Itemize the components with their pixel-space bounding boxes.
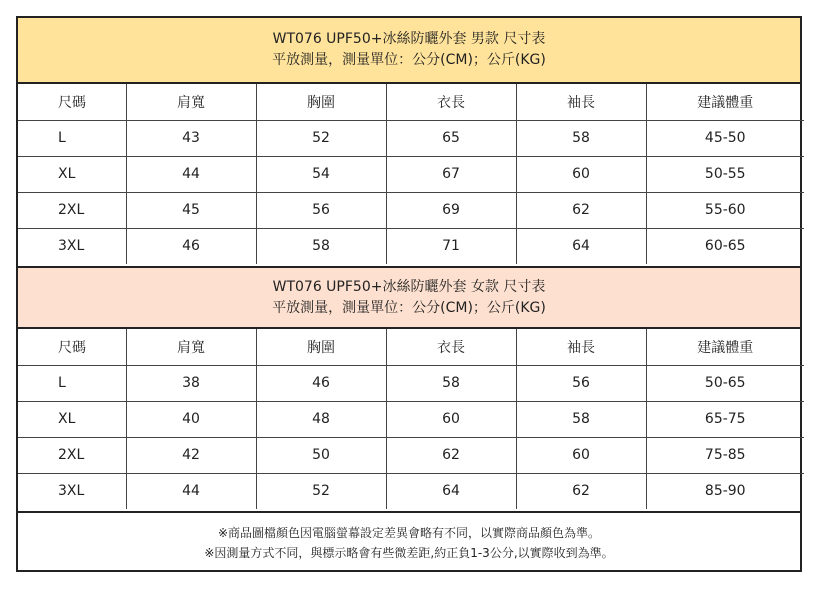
header-cell: 袖長 — [516, 84, 646, 120]
table-row — [18, 401, 804, 437]
table-cell: 45-50 — [646, 120, 804, 156]
table-cell: 75-85 — [646, 437, 804, 473]
table-cell: 2XL — [18, 437, 126, 473]
table-cell: 52 — [256, 120, 386, 156]
table-cell: 64 — [386, 473, 516, 509]
table-row — [18, 473, 804, 509]
table-row — [18, 228, 804, 264]
size-notes — [18, 511, 800, 572]
table-cell: 44 — [126, 156, 256, 192]
table-cell: XL — [18, 401, 126, 437]
table-cell: 46 — [256, 365, 386, 401]
table-cell: XL — [18, 156, 126, 192]
table-cell: 3XL — [18, 473, 126, 509]
header-cell: 尺碼 — [18, 329, 126, 365]
table-cell: 48 — [256, 401, 386, 437]
men-title: WT076 UPF50+冰絲防曬外套 男款 尺寸表 — [272, 31, 546, 47]
table-row — [18, 192, 804, 228]
table-cell: 67 — [386, 156, 516, 192]
men-size-banner — [18, 18, 800, 84]
table-cell: 52 — [256, 473, 386, 509]
header-cell: 尺碼 — [18, 84, 126, 120]
table-cell: 55-60 — [646, 192, 804, 228]
table-cell: 62 — [386, 437, 516, 473]
header-cell: 肩寬 — [126, 329, 256, 365]
table-cell: 50-55 — [646, 156, 804, 192]
table-cell: 43 — [126, 120, 256, 156]
table-cell: 44 — [126, 473, 256, 509]
table-cell: 38 — [126, 365, 256, 401]
women-subtitle: 平放測量，測量單位：公分(CM)；公斤(KG) — [272, 299, 546, 316]
table-cell: 3XL — [18, 228, 126, 264]
table-row — [18, 156, 804, 192]
table-cell: 58 — [516, 401, 646, 437]
header-cell: 衣長 — [386, 84, 516, 120]
table-row — [18, 437, 804, 473]
table-cell: 62 — [516, 192, 646, 228]
table-cell: 62 — [516, 473, 646, 509]
table-cell: 65 — [386, 120, 516, 156]
header-cell: 建議體重 — [646, 84, 804, 120]
table-cell: 46 — [126, 228, 256, 264]
women-size-banner — [18, 266, 800, 329]
size-chart — [16, 16, 802, 572]
table-header-row — [18, 329, 804, 365]
table-cell: 56 — [516, 365, 646, 401]
table-cell: 60-65 — [704, 238, 746, 255]
header-cell: 建議體重 — [646, 329, 804, 365]
women-title: WT076 UPF50+冰絲防曬外套 女款 尺寸表 — [272, 278, 546, 295]
women-size-table — [18, 329, 804, 509]
men-subtitle: 平放測量，測量單位：公分(CM)；公斤(KG) — [272, 52, 546, 68]
table-row — [18, 120, 804, 156]
table-row — [18, 365, 804, 401]
table-cell: 45 — [126, 192, 256, 228]
table-cell: 58 — [516, 120, 646, 156]
table-cell: 71 — [386, 228, 516, 264]
table-cell: 50-65 — [646, 365, 804, 401]
table-cell: 65-75 — [646, 401, 804, 437]
table-cell: L — [18, 120, 126, 156]
note-line: ※因測量方式不同，與標示略會有些微差距,約正負1-3公分,以實際收到為準。 — [204, 545, 614, 560]
header-cell: 袖長 — [516, 329, 646, 365]
table-cell: 60 — [386, 401, 516, 437]
table-cell: 2XL — [18, 192, 126, 228]
table-cell: 58 — [256, 228, 386, 264]
table-cell: 60 — [516, 437, 646, 473]
table-cell: 58 — [386, 365, 516, 401]
table-cell: 40 — [126, 401, 256, 437]
table-cell: 60 — [516, 156, 646, 192]
table-cell: 42 — [126, 437, 256, 473]
table-cell: 64 — [516, 228, 646, 264]
header-cell: 肩寬 — [126, 84, 256, 120]
header-cell: 衣長 — [386, 329, 516, 365]
header-cell: 胸圍 — [256, 84, 386, 120]
table-cell: 54 — [256, 156, 386, 192]
note-line: ※商品圖檔顏色因電腦螢幕設定差異會略有不同，以實際商品顏色為準。 — [217, 525, 601, 540]
men-size-table — [18, 84, 804, 264]
table-cell: 85-90 — [704, 483, 746, 500]
table-header-row — [18, 84, 804, 120]
table-cell: 69 — [386, 192, 516, 228]
header-cell: 胸圍 — [256, 329, 386, 365]
table-cell: 56 — [256, 192, 386, 228]
table-cell: L — [18, 365, 126, 401]
table-cell: 50 — [256, 437, 386, 473]
